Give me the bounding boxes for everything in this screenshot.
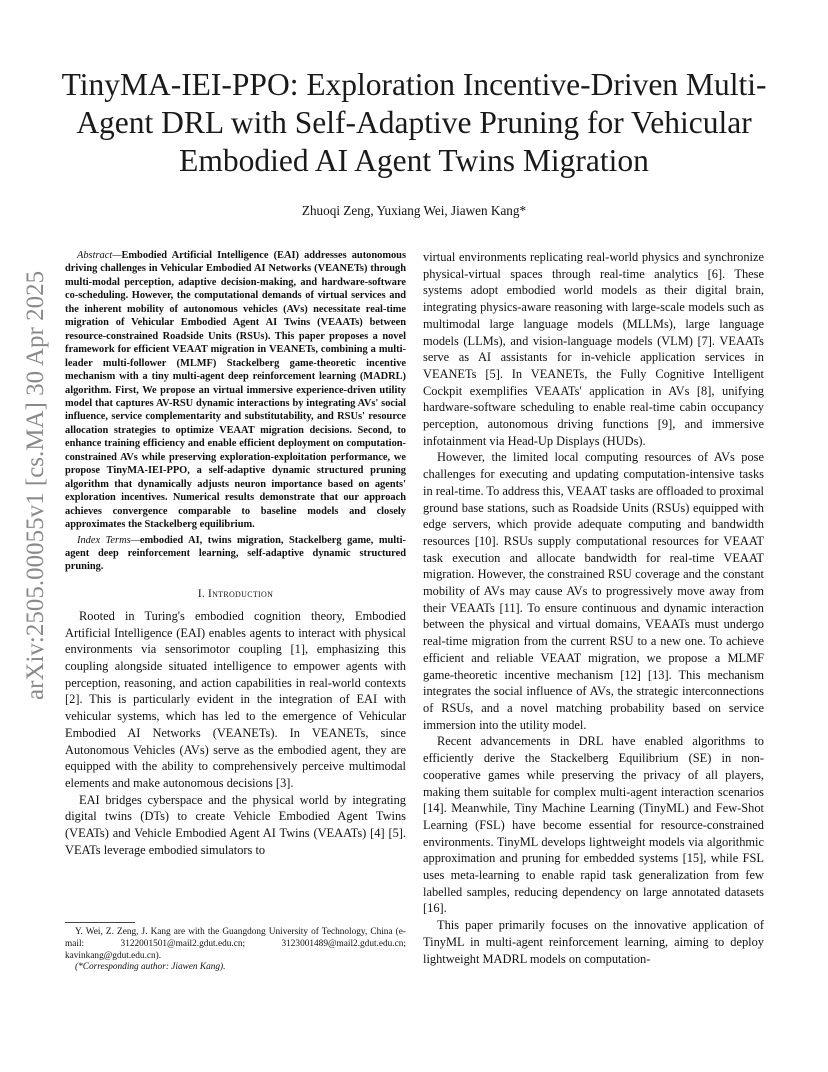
body-paragraph: This paper primarily focuses on the innovative application of TinyML in multi-agent reinforcement learning, aiming to deploy lightweight MADRL models on computation- bbox=[423, 918, 764, 966]
paper-title: TinyMA-IEI-PPO: Exploration Incentive-Driven Multi-Agent DRL with Self-Adaptive Pruning for Vehicular Embodied AI Agent Twins Migration bbox=[61, 67, 767, 178]
body-paragraph: Recent advancements in DRL have enabled algorithms to efficiently derive the Stackelberg Equilibrium (SE) in non-cooperative games while preserving the privacy of all players, making them suitable for complex multi-agent interaction scenarios [14]. Meanwhile, Tiny Machine Learning (TinyML) and Few-Shot Learning (FSL) have become essential for resource-constrained environments. TinyML develops lightweight models via algorithmic approximation and pruning for embedded systems [15], while FSL uses meta-learning to enable rapid task generalization from few labelled samples, reducing dependency on large annotated datasets [16]. bbox=[423, 734, 764, 916]
abstract-label: Abstract— bbox=[77, 250, 122, 261]
arxiv-stamp[interactable]: arXiv:2505.00055v1 [cs.MA] 30 Apr 2025 bbox=[22, 270, 49, 700]
body-paragraph: However, the limited local computing resources of AVs pose challenges for executing and updating computation-intensive tasks in real-time. To address this, VEAAT tasks are offloaded to proximal ground base stations, such as Roadside Units (RSUs) equipped with edge servers, which provide adequate computing and bandwidth resources [10]. RSUs supply computational resources for VEAAT task execution and allocate bandwidth for real-time VEAAT migration. However, the constrained RSU coverage and the constant mobility of AVs may cause AVs to progressively move away from their VEAATs [11]. To ensure continuous and dynamic interaction between the physical and virtual domains, VEAATs must undergo real-time migration from the current RSU to a new one. To achieve efficient and reliable VEAAT migration, we propose a MLMF game-theoretic incentive mechanism [12] [13]. This mechanism integrates the social influence of AVs, the strategic interconnections of RSUs, and a novel matching probability based on service immersion into the utility model. bbox=[423, 450, 764, 732]
body-paragraph: Rooted in Turing's embodied cognition theory, Embodied Artificial Intelligence (EAI) enables agents to interact with physical environments via sensorimotor coupling [1], emphasizing this coupling alongside situated intelligence to empower agents with perception, reasoning, and action capabilities in real-world contexts [2]. This is particularly evident in the integration of EAI with vehicular systems, which has led to the emergence of Vehicular Embodied AI Networks (VEANETs). In VEANETs, since Autonomous Vehicles (AVs) serve as the embodied agent, they are equipped with the ability to comprehensively perceive multimodal elements and make autonomous decisions [3]. bbox=[65, 608, 406, 790]
index-terms bbox=[65, 534, 406, 574]
index-terms-text: embodied AI, twins migration, Stackelberg game, multi-agent deep reinforcement learning, self-adaptive dynamic structured pruning. bbox=[65, 534, 406, 573]
footnote-rule bbox=[65, 922, 135, 923]
right-column bbox=[423, 249, 764, 967]
body-paragraph: virtual environments replicating real-world physics and synchronize physical-virtual spaces through real-time analytics [6]. These systems adopt embodied world models as their digital brain, integrating physics-aware reasoning with large-scale models such as multimodal large language models (MLLMs), large language models (LLMs), and vision-language models (VLM) [7]. VEAATs serve as AI assistants for in-vehicle application services in VEANETs [5]. In VEANETs, the Fully Cognitive Intelligent Cockpit exemplifies VEAATs' application in AVs [8], unifying hardware-software scheduling to enable real-time cabin occupancy perception, autonomous driving functions [9], and immersive infotainment via Head-Up Displays (HUDs). bbox=[423, 250, 764, 448]
footnote bbox=[65, 922, 406, 974]
corresponding-author: (*Corresponding author: Jiawen Kang). bbox=[75, 962, 226, 973]
footnote-corresponding bbox=[65, 962, 406, 974]
section-heading-introduction: I. Introduction bbox=[197, 587, 274, 600]
footnote-affiliation: Y. Wei, Z. Zeng, J. Kang are with the Guangdong University of Technology, China (e-mail: 3122001501@mail2.gdut.edu.cn; 3123001489@mail2.gdut.edu.cn; kavinkang@gdut.edu.cn). bbox=[65, 927, 406, 961]
left-column bbox=[65, 249, 406, 858]
index-terms-label: Index Terms— bbox=[77, 534, 140, 546]
body-paragraph: EAI bridges cyberspace and the physical world by integrating digital twins (DTs) to create Vehicle Embodied Agent Twins (VEATs) and Vehicle Embodied Agent AI Twins (VEAATs) [4] [5]. VEATs leverage embodied simulators to bbox=[65, 792, 406, 857]
author-list: Zhuoqi Zeng, Yuxiang Wei, Jiawen Kang* bbox=[301, 203, 527, 218]
abstract-text: Embodied Artificial Intelligence (EAI) addresses autonomous driving challenges in Vehicular Embodied AI Networks (VEANETs) through multi-modal perception, adaptive decision-making, and hardware-software co-scheduling. However, the computational demands of virtual services and the inherent mobility of autonomous vehicles (AVs) necessitate real-time migration of Vehicular Embodied Agent AI Twins (VEAATs) between resource-constrained Roadside Units (RSUs). This paper proposes a novel framework for efficient VEAAT migration in VEANETs, combining a multi-leader multi-follower (MLMF) Stackelberg game-theoretic incentive mechanism with a tiny multi-agent deep reinforcement learning (MADRL) algorithm. First, We propose an virtual immersive experience-driven utility model that captures AV-RSU dynamic interactions by integrating AVs' social influence, service complementarity and substitutability, and RSUs' resource allocation strategies to optimize VEAAT migration decisions. Second, to enhance training efficiency and enable efficient deployment on computation-constrained AVs while preserving exploration-exploitation performance, we propose TinyMA-IEI-PPO, a self-adaptive dynamic structured pruning algorithm that dynamically adjusts neuron importance based on agents' exploration incentives. Numerical results demonstrate that our approach achieves convergence comparable to baseline models and closely approximates the Stackelberg equilibrium. bbox=[65, 250, 406, 531]
abstract bbox=[65, 249, 406, 532]
